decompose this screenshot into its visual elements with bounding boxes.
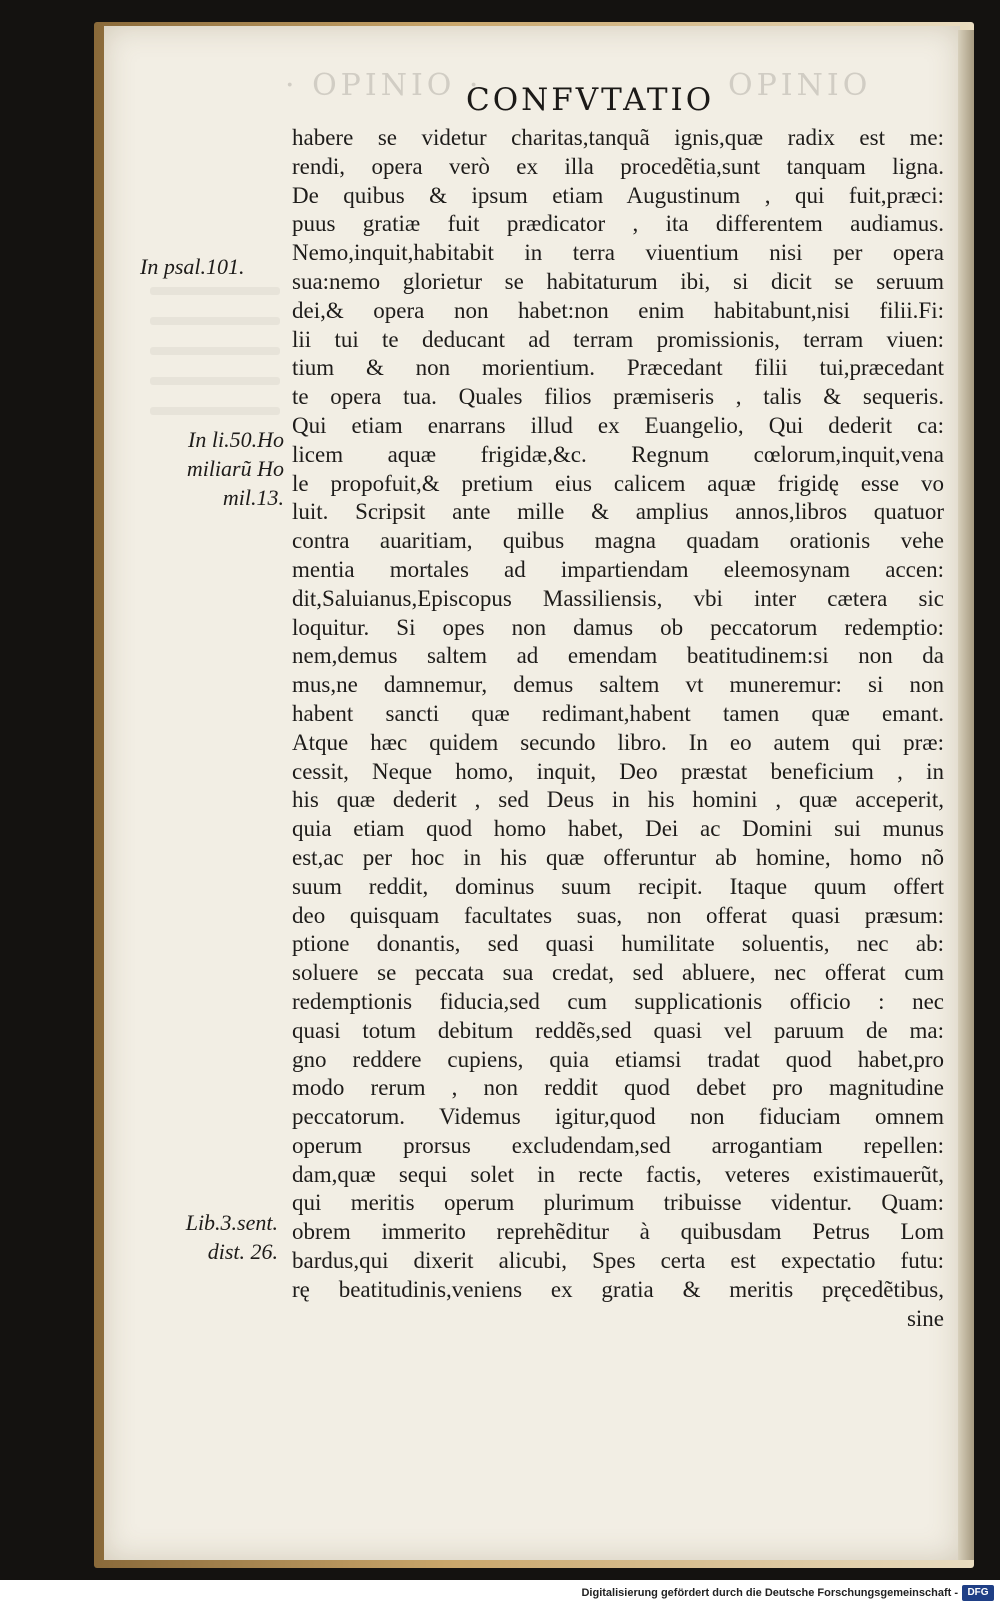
text-line: lii tui te deducant ad terram promissionis, terram viuen: <box>292 326 944 352</box>
text-line: dam,quæ sequi solet in recte factis, veteres existimauerũt, <box>292 1161 944 1187</box>
marginal-note-1 <box>140 253 245 282</box>
text-line: modo rerum , non reddit quod debet pro magnitudine <box>292 1075 944 1101</box>
text-line: peccatorum. Videmus igitur,quod non fiduciam omnem <box>292 1104 944 1130</box>
text-line: le propofuit,& pretium eius calicem aquæ frigidę esse vo <box>292 470 944 496</box>
marginal-note-line: dist. 26. <box>207 1238 278 1264</box>
text-line: bardus,qui dixerit alicubi, Spes certa est expectatio futu: <box>292 1248 944 1274</box>
bleed-through-text-left: · OPINIO · <box>285 68 483 103</box>
text-line: contra auaritiam, quibus magna quadam orationis vehe <box>292 528 944 554</box>
text-line: quasi totum debitum reddẽs,sed quasi vel paruum de ma: <box>292 1017 944 1043</box>
text-line: loquitur. Si opes non damus ob peccatorum redemptio: <box>292 614 944 640</box>
text-line: licem aquæ frigidæ,&c. Regnum cœlorum,inquit,vena <box>292 441 944 467</box>
text-line: habere se videtur charitas,tanquã ignis,quæ radix est me: <box>292 125 944 150</box>
text-line: luit. Scripsit ante mille & amplius annos,libros quatuor <box>292 499 944 525</box>
text-line: Qui etiam enarrans illud ex Euangelio, Qui dederit ca: <box>292 412 944 438</box>
page-gutter-edge <box>958 30 974 1560</box>
text-line: redemptionis fiducia,sed cum supplicationis officio : nec <box>292 988 944 1014</box>
marginal-note-line: In li.50.Ho <box>188 427 284 452</box>
text-line: habent sancti quæ redimant,habent tamen quæ emant. <box>292 700 944 726</box>
marginal-note-line: mil.13. <box>222 484 284 510</box>
bleed-through-text-right: OPINIO <box>728 68 872 103</box>
text-line: obrem immerito reprehẽditur à quibusdam Petrus Lom <box>292 1219 944 1245</box>
text-line: ptione donantis, sed quasi humilitate soluentis, nec ab: <box>292 931 944 957</box>
marginal-note-2 <box>142 426 284 512</box>
dfg-logo: DFG <box>962 1585 994 1601</box>
text-line: mus,ne damnemur, demus saltem vt muneremur: si non <box>292 672 944 698</box>
text-line: De quibus & ipsum etiam Augustinum , qui fuit,præci: <box>292 182 944 208</box>
running-head: CONFVTATIO <box>466 82 715 118</box>
text-line: mentia mortales ad impartiendam eleemosynam accen: <box>292 556 944 582</box>
marginal-note-line: In psal.101. <box>140 254 245 279</box>
text-line: rendi, opera verò ex illa procedẽtia,sunt tanquam ligna. <box>292 153 944 179</box>
marginal-note-line: Lib.3.sent. <box>185 1210 278 1235</box>
text-line: quia etiam quod homo habet, Dei ac Domini sui munus <box>292 816 944 842</box>
digitization-credit: Digitalisierung gefördert durch die Deutsche Forschungsgemeinschaft - <box>581 1587 958 1599</box>
bleed-through-margin <box>150 265 280 565</box>
text-line: puus gratiæ fuit prædicator , ita differentem audiamus. <box>292 211 944 237</box>
text-line: sine <box>906 1305 944 1331</box>
text-line: suum reddit, dominus suum recipit. Itaque quum offert <box>292 873 944 899</box>
text-line: dit,Saluianus,Episcopus Massiliensis, vbi inter cætera sic <box>292 585 944 611</box>
text-line: gno reddere cupiens, quia etiamsi tradat quod habet,pro <box>292 1046 944 1072</box>
text-line: qui meritis operum plurimum tribuisse videntur. Quam: <box>292 1190 944 1216</box>
text-line: est,ac per hoc in his quæ offeruntur ab homine, homo nõ <box>292 844 944 870</box>
text-line: his quæ dederit , sed Deus in his homini , quæ acceperit, <box>292 787 944 813</box>
text-line: deo quisquam facultates suas, non offerat quasi præsum: <box>292 902 944 928</box>
text-line: Nemo,inquit,habitabit in terra viuentium nisi per opera <box>292 240 944 266</box>
text-line: te opera tua. Quales filios præmiseris , talis & sequeris. <box>292 384 944 410</box>
text-line: Atque hæc quidem secundo libro. In eo autem qui præ: <box>292 729 944 755</box>
text-line: sua:nemo glorietur se habitaturum ibi, si dicit se seruum <box>292 268 944 294</box>
text-line: dei,& opera non habet:non enim habitabunt,nisi filii.Fi: <box>292 297 944 323</box>
text-line: operum prorsus excludendam,sed arrogantiam repellen: <box>292 1132 944 1158</box>
text-line: tium & non morientium. Præcedant filii tui,præcedant <box>292 355 944 381</box>
text-line: rę beatitudinis,veniens ex gratia & meritis pręcedẽtibus, <box>292 1276 944 1302</box>
body-text <box>292 124 944 1333</box>
marginal-note-line: miliarũ Ho <box>186 455 284 481</box>
text-line: soluere se peccata sua credat, sed abluere, nec offerat cum <box>292 960 944 986</box>
text-line: nem,demus saltem ad emendam beatitudinem:si non da <box>292 643 944 669</box>
marginal-note-3 <box>150 1209 278 1267</box>
text-line: cessit, Neque homo, inquit, Deo præstat beneficium , in <box>292 758 944 784</box>
